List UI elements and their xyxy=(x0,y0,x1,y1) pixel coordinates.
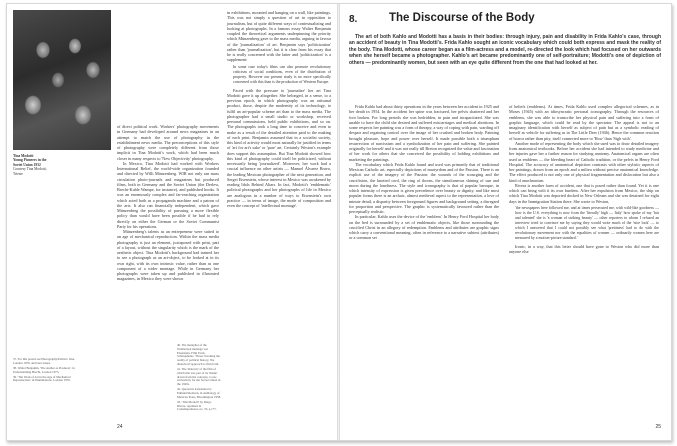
caption-line: Courtesy Tina Modotti, xyxy=(13,167,47,172)
footnote: 40. The metaphor of the 'intellectual montage' see Eisenstein, Film Form, Schizopheles. 'Those' invoking the reality of political history, 'the dialectical' approach to film form. xyxy=(177,343,220,366)
footnotes-middle xyxy=(177,344,221,413)
paragraph: The vocabulary which Frida Kahlo found and used was primarily that of traditional Mexican Catholic art, especially depictions of martyrdom and of the Passion. There is an explicit use of the imagery of the Passion: the wounds of the scourging and the crucifixion, the knotted cord, the ring of thorns, the simultaneous shining of sun and moon during the loneliness. The style and iconography is that of popular baroque, in which intensity of expression is given precedence over beauty or dignity, and like most popular forms there is an archaic, almost medieval aspect to the representation, a love of minute detail, a disparity between foreground figures and background setting, a disregard for proportion and perspective. The graphic is systematically favoured rather than the perceptually realistic. xyxy=(349,161,499,215)
caption-line: Soviet Union 1932 xyxy=(13,162,41,167)
left-column-1 xyxy=(117,124,219,282)
footnotes-left xyxy=(13,358,79,384)
paragraph: Ironic, in a way, that this letter should have gone to Weston who did more than anyone else xyxy=(509,243,659,255)
paragraph: of direct political work. Workers' photography movements in Germany had developed around news magazines in an attempt to match the use of photography in the establishment news media. The preconceptions of this style of photography were completely different from those implicit in Tina Modotti's work, which had been much closer in many respects to 'New Objectivity' photography. xyxy=(117,124,219,161)
paragraph: In particular, Kahlo uses the device of the 'emblem'. In Henry Ford Hospital her body on the bed is surrounded by a set of emblematic objects, like those surrounding the crucified Christ in an allegory of redemption. Emblems and attributes are graphic signs which carry a conventional meaning, often in reference to a narrative subtext (attributes) or a common set xyxy=(349,214,499,241)
right-column-2 xyxy=(509,104,659,255)
footnote: 39. 'The Work of Art in the Age of Mechanical Reproduction', in Illuminations, London 1970. xyxy=(13,374,71,383)
lead-paragraph: The art of both Kahlo and Modotti has a basis in their bodies: through injury, pain and disability in Frida Kahlo's case, through an accident of beauty in Tina Modotti's. Frida Kahlo sought an iconic vocabulary which could both express and mask the reality of the body. Tina Modotti, whose career began as a film-actress and a model, re-directed the look which had focused on her outwards when she herself became a photographer. Kahlo's art became predominantly one of self-portraiture; Modotti's one of depiction of others — predominantly women, but seen with an eye quite different from the one that had looked at her. xyxy=(349,34,661,66)
right-page xyxy=(339,4,671,440)
weston-letter-quote: 'the newspapers here followed me, and at times persecuted me, with wild-like goodness — how is the U.S. everything is now from the 'literally' high — Italy' how spoke of my 'fair and talented' she is 'a woman of striking beauty' — other reporters to whom I refused an interview tried to convince me by saying they would write much of the 'nice look' — to which I answered that I could not possibly see what 'prettiness' had to do with the revolutionary movement nor with the equalities of women — ordinarily women here are measured by a motion-picture standard.' xyxy=(515,205,659,240)
caption-line: Trieste xyxy=(13,171,23,176)
chapter-title: The Discourse of the Body xyxy=(389,12,535,24)
young-pioneers-photo xyxy=(13,10,111,150)
footnote: 43. 'Tina Modotti' by Diego Rivera, reprinted in Contemporáneos, no. 33, p.177. xyxy=(177,399,217,412)
caption-line: Young Pioneers in the xyxy=(13,158,47,163)
paragraph: In Mexico, Tina Modotti had worked with Workers International Relief, the world-wide organization founded and directed by Willi Münzenberg. WIR not only ran mass circulation photo-journals and magazines but produced films, both in Germany and the Soviet Union (the Derlew, Brecht-Kuhle Wampe, for instance), and published books. It was an enormously complex and far-reaching organization which acted both as a propaganda machine and a patron of the arts. It also ran financially independent, which gave Münzenberg the possibility of pursuing a more flexible policy than would have been possible if he had to rely directly on either the German or the Soviet Communist Party for his operations. xyxy=(117,160,219,229)
paragraph: Faced with the pressure to 'journalize' her art Tina Modotti gave it up altogether. She belonged, in a sense, to a previous epoch, in which photography was an artisanal product, those, despite the modernity of its technology, to fulfil an art-popular scheme art than to the mass media. The photographer had a small studio or workshop, received personal commissions, held public exhibitions, and so on. The photographs took a long time to conceive and even to make as a result of the detailed attention paid to the making of each print. Benjamin assumed that in a socialist society, this kind of activity would most naturally be justified in terms of 'art for art's sake' or 'pure' art. Certainly Weston's example does support this assumption. But Tina Modotti showed how this kind of photography could itself be politicized, without necessarily being 'journalized'. Moreover, her work had a crucial influence on other artists — Manuel Álvarez Bravo, the leading Mexican photographer of the next generation, and Sergei Eisenstein, whose interest in Mexico was awakened by reading Idols Behind Altars. In fact, Modotti's 'emblematic' political photographs and her photographs of life in Mexico are analogous in a number of ways to Eisenstein's own practice — in terms of image, the mode of composition and even the concept of 'intellectual montage'. xyxy=(227,87,331,208)
chapter-number: 8. xyxy=(349,14,358,25)
benjamin-quote: In some case today's films can also promote revolutionary criticism of social conditions, even of the distribution of property. However our present study is no more specifically concerned with this than is the production of Western Europe. xyxy=(233,64,331,84)
footnote: 42. Quoted in translation by Edmund Redwen, in Anthology of Mexican Poets, Bloomington 1958. xyxy=(177,387,221,399)
footnote: 41. The 'dialectic' of the film of which this was part of its 'theme' drawn from the concepts, to use exclusively for the Soviet Union in the 1920s. xyxy=(177,366,221,387)
paragraph: in exhibitions, mounted and hanging on a wall, like paintings. This was not simply a question of art in opposition to journalism, but of quite different ways of contextualizing and looking at photographs. In a famous essay Walter Benjamin coupled the theoretical arguments underpinning the priority which Münzenberg gave to the mass media, arguing in favour of the 'journalization' of art. Benjamin says 'politicization' rather than 'journalization', but it is clear from his essay that he is really concerned with the latter and 'politicization' is a supplement: xyxy=(227,10,331,63)
book-spread xyxy=(6,3,672,441)
paragraph: Münzenberg's talents as an entrepreneur were suited to an age of mechanical reproduction. Within the mass media photography is just an element, juxtaposed with print, part of a layout, without the singularity which is the mark of the aesthetic object. Tina Modotti's background had trained her to see a photograph as an art-object, to be looked at in its own right, with its own intrinsic value, rather than as one component of a wider montage. While in Germany her photographs were taken up and published in illustrated magazines, in Mexico they were shown xyxy=(117,229,219,282)
left-page xyxy=(7,4,338,440)
photo-caption xyxy=(13,154,81,176)
footnote: 38. Walter Benjamin, 'The Author as Producer', in Understanding Brecht, London 1973. xyxy=(13,365,75,374)
paragraph: Another mode of representing the body which she used was to draw detailed imagery from anatomical textbooks. Before her accident she had intended to study medicine and her injuries gave her a further reason for studying anatomy. Anatomical organs are often used as emblems — the bleeding heart of Catholic tradition, or the pelvis in Henry Ford Hospital. The accuracy of anatomical depiction contrasts with other stylistic aspects of her paintings, drawn from an epoch and a milieu without precise anatomical knowledge. The effect produced is not only one of physical fragmentation and dislocation but also a kind of anachronism. xyxy=(509,140,659,183)
paragraph: of beliefs (emblems). At times, Frida Kahlo used complex allegorical schemes, as in Moses (1945) with an idiosyncratic personal iconography. Through the resources of emblems, she was able to transcribe her physical pain and suffering into a form of graphic language, which could be read by the spectator. The appeal is not to an imaginary identification with herself as subject of pain but as a symbolic reading of herself as vehicle for suffering as in The Little Deer (1946). Hence the common reaction of horror rather than pity, itself connected more to 'How' than 'Sigh with'. xyxy=(509,104,659,141)
caption-line: Tina Modotti xyxy=(13,154,34,158)
chapter-lead xyxy=(349,34,661,66)
paragraph: Rivera is another form of accident, one that is posed rather than found. Yet it is one which can bring with it its own burdens. After her expulsion from Mexico, the ship on which Tina Modotti was deported docked in New Orleans and she was detained for eight days in the Immigration Station there. She wrote to Weston, xyxy=(509,182,659,204)
footnote: 37. For this period see Photography/Politics: One, London 1979, and later issues. xyxy=(13,357,75,365)
paragraph: Frida Kahlo had about thirty operations in the years between her accident in 1925 and her death in 1954. In the accident her spine was fractured, her pelvis shattered and her foot broken. For long periods she was bedridden, in pain and incapacitated. She was unable to have the child she desired and suffered miscarriages and medical abortions. In some respects her painting was a form of therapy, a way of coping with pain, warding off despair and regaining control over the image of her crushed and broken body. Painting brought pleasure, hope and power over herself. It made possible both a triumphant resurrection of narcissism and a symbolization of her pain and suffering. She painted originally for herself and it was not really till Breton recognized the value and fascination of her work for others that she conceived the possibility of holding exhibitions and marketing the paintings. xyxy=(349,104,500,162)
left-column-2 xyxy=(227,10,331,208)
page-number-right: 25 xyxy=(655,424,661,430)
page-number-left: 24 xyxy=(117,424,123,430)
right-column-1 xyxy=(349,104,499,241)
